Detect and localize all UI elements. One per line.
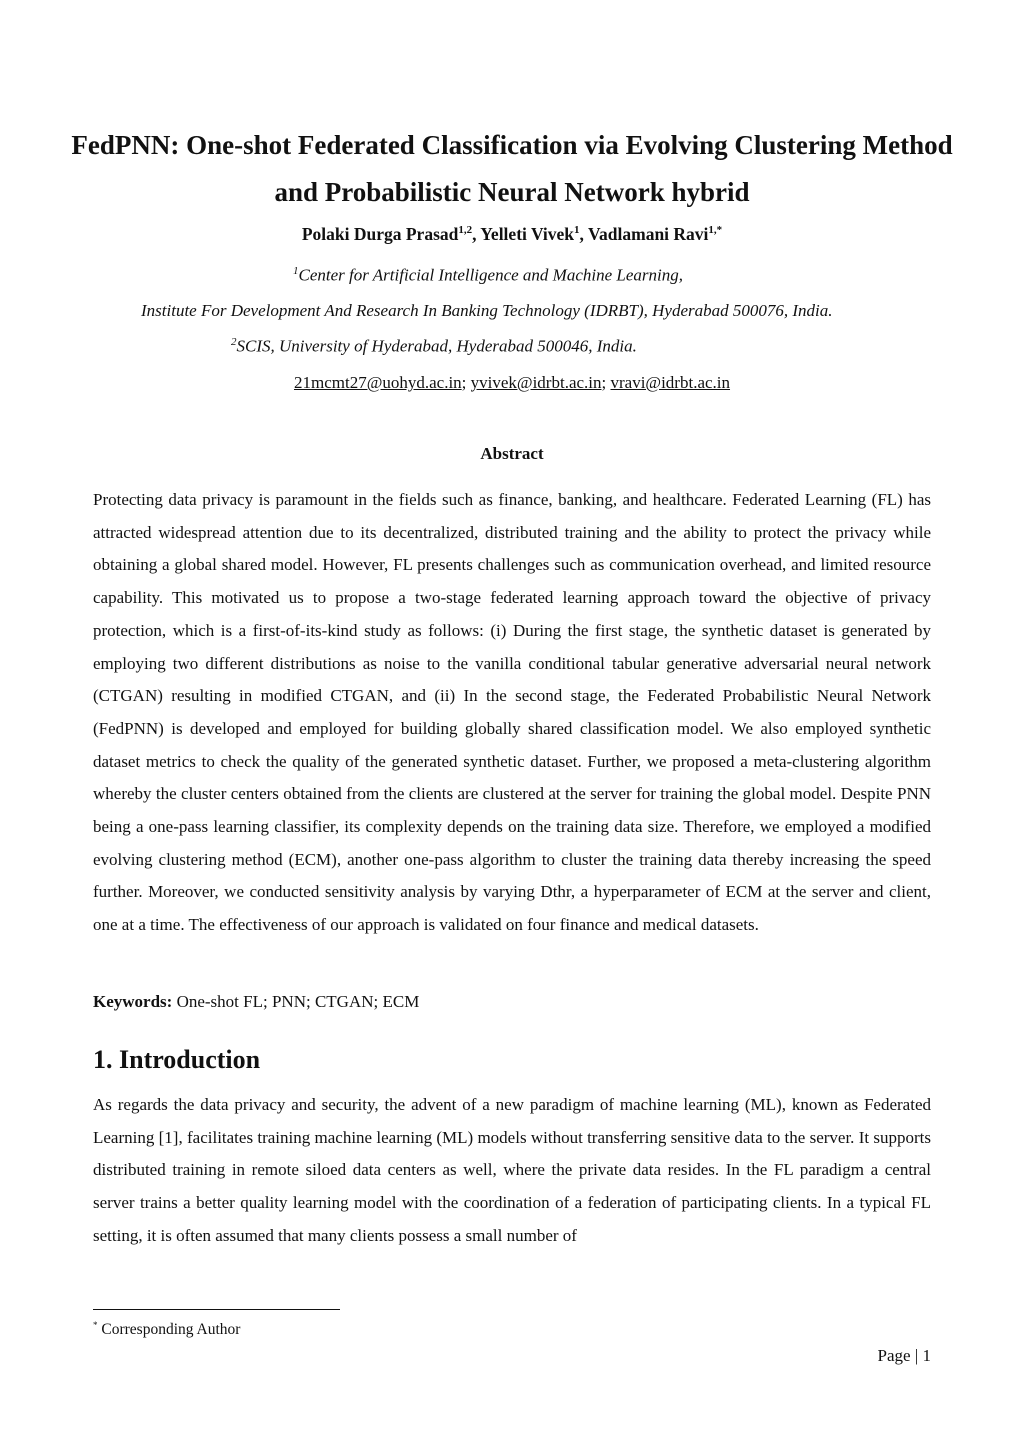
keywords [93,992,419,1012]
email-link[interactable]: yvivek@idrbt.ac.in [470,373,602,392]
email-separator: ; [461,373,467,392]
author-emails [0,373,1024,393]
footnote-mark: * [93,1320,98,1330]
author-affiliation-mark: 1,2 [458,224,473,237]
affiliation-mark: 2 [231,336,237,348]
keywords-label: Keywords: [93,992,173,1011]
section-heading-introduction: 1. Introduction [93,1045,261,1074]
author-affiliation-mark: 1 [574,224,580,237]
page-number: Page | 1 [877,1346,931,1365]
author-name: Yelleti Vivek [480,224,575,244]
abstract-heading: Abstract [480,444,544,463]
footnote-divider [93,1309,340,1310]
affiliation-text: Center for Artificial Intelligence and Machine Learning, [298,265,683,285]
email-link[interactable]: 21mcmt27@uohyd.ac.in [293,373,462,392]
abstract-text: Protecting data privacy is paramount in the fields such as finance, banking, and healthcare. Federated Learning (FL) has attracted widespread attention due to its decentralized, distributed training and the ability to protect the privacy while obtaining a global shared model. However, FL presents challenges such as communication overhead, and limited resource capability. This motivated us to propose a two-stage federated learning approach toward the objective of privacy protection, which is a first-of-its-kind study as follows: (i) During the first stage, the synthetic dataset is generated by employing two different distributions as noise to the vanilla conditional tabular generative adversarial neural network (CTGAN) resulting in modified CTGAN, and (ii) In the second stage, the Federated Probabilistic Neural Network (FedPNN) is developed and employed for building globally shared classification model. We also employed synthetic dataset metrics to check the quality of the generated synthetic dataset. Further, we proposed a meta-clustering algorithm whereby the cluster centers obtained from the clients are clustered at the server for training the global model. Despite PNN being a one-pass learning classifier, its complexity depends on the training data size. Therefore, we employed a modified evolving clustering method (ECM), another one-pass algorithm to cluster the training data thereby increasing the speed further. Moreover, we conducted sensitivity analysis by varying Dthr, a hyperparameter of ECM at the server and client, one at a time. The effectiveness of our approach is validated on four finance and medical datasets. [93,490,931,935]
affiliation-mark: 1 [293,265,299,277]
footnote [93,1320,240,1339]
paper-title: FedPNN: One-shot Federated Classification via Evolving Clustering Method and Probabilistic Neural Network hybrid [71,130,953,207]
affiliation-1-line-1 [293,265,683,286]
affiliation-text: SCIS, University of Hyderabad, Hyderabad 500046, India. [236,336,637,356]
introduction-text: As regards the data privacy and security, the advent of a new paradigm of machine learning (ML), known as Federated Learning [1], facilitates training machine learning (ML) models without transferring sensitive data to the server. It supports distributed training in remote siloed data centers as well, where the private data resides. In the FL paradigm a central server trains a better quality learning model with the coordination of a federation of participating clients. In a typical FL setting, it is often assumed that many clients possess a small number of [93,1095,931,1245]
email-separator: ; [601,373,607,392]
email-link[interactable]: vravi@idrbt.ac.in [610,373,731,392]
author-name: Vadlamani Ravi [587,224,709,244]
affiliation-1-line-2: Institute For Development And Research In Banking Technology (IDRBT), Hyderabad 500076, India. [141,301,833,320]
author-affiliation-mark: 1,* [708,224,723,237]
affiliation-2 [231,336,637,357]
keywords-value: One-shot FL; PNN; CTGAN; ECM [176,992,420,1011]
author-list: Polaki Durga Prasad$^{1,2}$, Yelleti Vivek$^1$, Vadlamani Ravi$^{1,*}$ [301,224,723,244]
author-name: Polaki Durga Prasad [301,224,459,244]
footnote-text: Corresponding Author [101,1321,241,1339]
